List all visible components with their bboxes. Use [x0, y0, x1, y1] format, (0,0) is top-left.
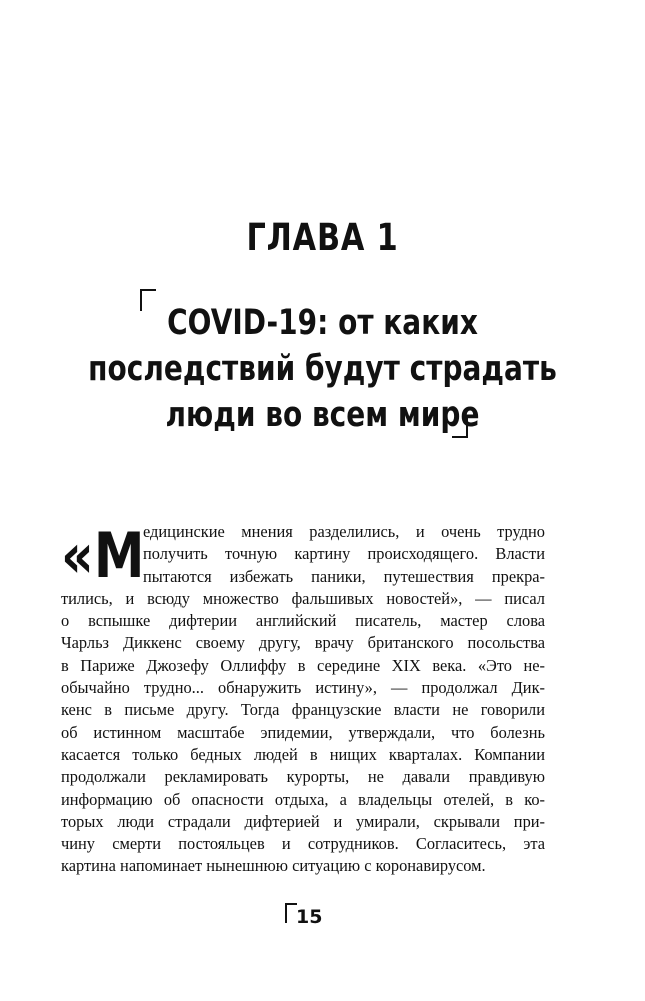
body-line: картина напоминает нынешнюю ситуацию с коронавирусом.	[61, 856, 486, 876]
body-line: чину смерти постояльцев и сотрудников. Согласитесь, эта	[61, 834, 545, 854]
body-line: в Париже Джозефу Оллиффу в середине XIX века. «Это не-	[61, 655, 545, 675]
chapter-title	[0, 300, 645, 438]
body-line: информацию об опасности отдыха, а владельцы отелей, в ко-	[61, 789, 545, 809]
chapter-title-line: люди во всем мире	[165, 395, 480, 435]
body-line: продолжали рекламировать курорты, не давали правдивую	[61, 767, 545, 787]
body-line: получить точную картину происходящего. Власти	[143, 544, 545, 564]
title-bracket-bottom-right	[452, 416, 468, 438]
body-line: кенс в письме другу. Тогда французские власти не говорили	[61, 700, 545, 720]
body-line: об истинном масштабе эпидемии, утверждали, что болезнь	[61, 722, 545, 742]
body-line: о вспышке дифтерии английский писатель, мастер слова	[61, 611, 545, 631]
chapter-title-line: COVID-19: от каких	[167, 303, 478, 343]
body-line: обычайно трудно... обнаружить истину», — продолжал Дик-	[61, 678, 545, 698]
body-line: едицинские мнения разделились, и очень трудно	[143, 522, 545, 541]
drop-cap: «М	[61, 519, 145, 592]
page-number: 15	[296, 906, 323, 928]
body-line: торых люди страдали дифтерией и умирали, скрывали при-	[61, 811, 545, 831]
body-line: Чарльз Диккенс своему другу, врачу британского посольства	[61, 633, 545, 653]
body-line: касается только бедных людей в нищих кварталах. Компании	[61, 744, 545, 764]
body-line: тились, и всюду множество фальшивых новостей», — писал	[61, 588, 545, 608]
chapter-title-line: последствий будут страдать	[88, 349, 557, 389]
chapter-label: ГЛАВА 1	[246, 216, 399, 259]
body-line: пытаются избежать паники, путешествия прекра-	[143, 566, 545, 586]
body-paragraph	[61, 521, 545, 878]
